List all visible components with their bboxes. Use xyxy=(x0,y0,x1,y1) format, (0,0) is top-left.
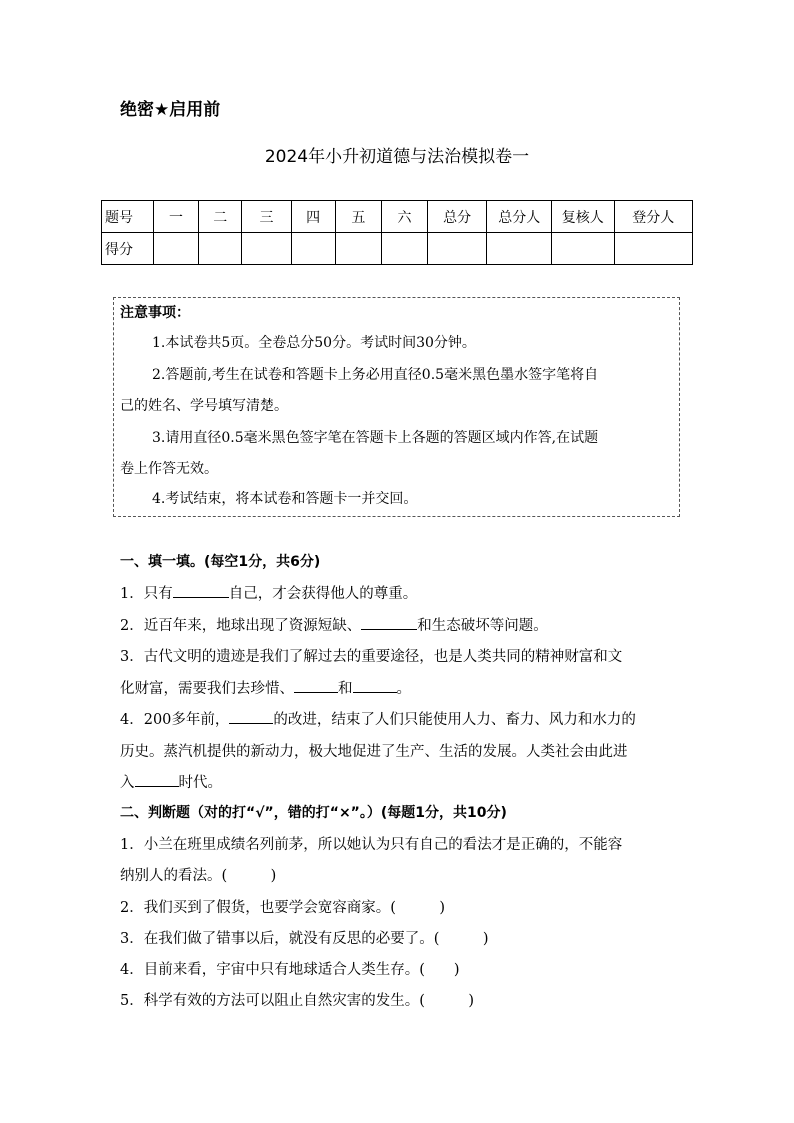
answer-blank[interactable] xyxy=(361,617,417,630)
question-2-1-line2: 纳别人的看法。( ) xyxy=(120,868,277,884)
score-cell: 二 xyxy=(199,201,242,233)
score-cell: 一 xyxy=(153,201,199,233)
score-cell: 六 xyxy=(382,201,428,233)
notice-line: 4.考试结束，将本试卷和答题卡一并交回。 xyxy=(152,491,418,507)
question-1-4-line3 xyxy=(120,771,222,792)
question-2-4: 4．目前来看，宇宙中只有地球适合人类生存。( ) xyxy=(120,962,460,978)
score-table-header-row xyxy=(102,201,693,233)
confidential-label: 绝密★启用前 xyxy=(120,100,221,120)
score-cell: 四 xyxy=(291,201,335,233)
answer-blank[interactable] xyxy=(294,680,338,693)
question-2-3: 3．在我们做了错事以后，就没有反思的必要了。( ) xyxy=(120,931,489,947)
question-text: 时代。 xyxy=(178,775,222,791)
question-1-4-line2: 历史。蒸汽机提供的新动力，极大地促进了生产、生活的发展。人类社会由此进 xyxy=(120,744,628,760)
score-input-cell[interactable] xyxy=(199,233,242,265)
question-2-5: 5．科学有效的方法可以阻止自然灾害的发生。( ) xyxy=(120,993,475,1009)
score-table xyxy=(101,200,693,265)
question-text: 化财富，需要我们去珍惜、 xyxy=(120,681,294,697)
notice-line: 1.本试卷共5页。全卷总分50分。考试时间30分钟。 xyxy=(152,335,476,351)
notice-heading: 注意事项： xyxy=(120,305,190,321)
question-text: 2．近百年来，地球出现了资源短缺、 xyxy=(120,618,362,634)
score-cell: 登分人 xyxy=(614,201,692,233)
question-1-3-line1: 3．古代文明的遗迹是我们了解过去的重要途径，也是人类共同的精神财富和文 xyxy=(120,649,623,665)
score-input-cell[interactable] xyxy=(427,233,487,265)
score-cell: 总分 xyxy=(427,201,487,233)
question-2-1-line1: 1．小兰在班里成绩名列前茅，所以她认为只有自己的看法才是正确的，不能容 xyxy=(120,837,623,853)
score-input-cell[interactable] xyxy=(487,233,552,265)
score-cell: 复核人 xyxy=(552,201,615,233)
question-1-4-line1 xyxy=(120,708,636,729)
notice-box xyxy=(113,297,680,517)
question-text: 和生态破坏等问题。 xyxy=(417,618,548,634)
question-text: 入 xyxy=(120,775,135,791)
score-input-cell[interactable] xyxy=(335,233,382,265)
question-text: 。 xyxy=(396,681,411,697)
score-input-cell[interactable] xyxy=(382,233,428,265)
section2-heading: 二、判断题（对的打“√”，错的打“×”。）(每题1分，共10分) xyxy=(120,805,507,821)
question-text: 自己，才会获得他人的尊重。 xyxy=(228,586,418,602)
answer-blank[interactable] xyxy=(353,680,397,693)
score-cell: 五 xyxy=(335,201,382,233)
score-cell: 总分人 xyxy=(487,201,552,233)
score-table-score-row xyxy=(102,233,693,265)
question-2-2: 2．我们买到了假货，也要学会宽容商家。( ) xyxy=(120,900,446,916)
question-1-1 xyxy=(120,582,417,603)
question-1-2 xyxy=(120,614,548,635)
question-text: 1．只有 xyxy=(120,586,173,602)
section1-heading: 一、填一填。(每空1分，共6分) xyxy=(120,554,321,570)
page-title: 2024年小升初道德与法治模拟卷一 xyxy=(264,147,530,167)
answer-blank[interactable] xyxy=(173,585,229,598)
score-cell: 三 xyxy=(242,201,292,233)
notice-line: 3.请用直径0.5毫米黑色签字笔在答题卡上各题的答题区域内作答,在试题 xyxy=(152,430,599,446)
notice-line: 卷上作答无效。 xyxy=(120,461,218,477)
answer-blank[interactable] xyxy=(135,774,179,787)
score-row-label: 得分 xyxy=(102,233,154,265)
score-input-cell[interactable] xyxy=(153,233,199,265)
score-cell: 题号 xyxy=(102,201,154,233)
notice-line: 己的姓名、学号填写清楚。 xyxy=(120,398,288,414)
answer-blank[interactable] xyxy=(229,711,273,724)
question-1-3-line2 xyxy=(120,677,411,698)
score-input-cell[interactable] xyxy=(614,233,692,265)
score-input-cell[interactable] xyxy=(552,233,615,265)
score-input-cell[interactable] xyxy=(242,233,292,265)
question-text: 的改进，结束了人们只能使用人力、畜力、风力和水力的 xyxy=(273,712,636,728)
question-text: 4．200多年前， xyxy=(120,712,230,728)
score-input-cell[interactable] xyxy=(291,233,335,265)
question-text: 和 xyxy=(338,681,353,697)
notice-line: 2.答题前,考生在试卷和答题卡上务必用直径0.5毫米黑色墨水签字笔将自 xyxy=(152,367,599,383)
